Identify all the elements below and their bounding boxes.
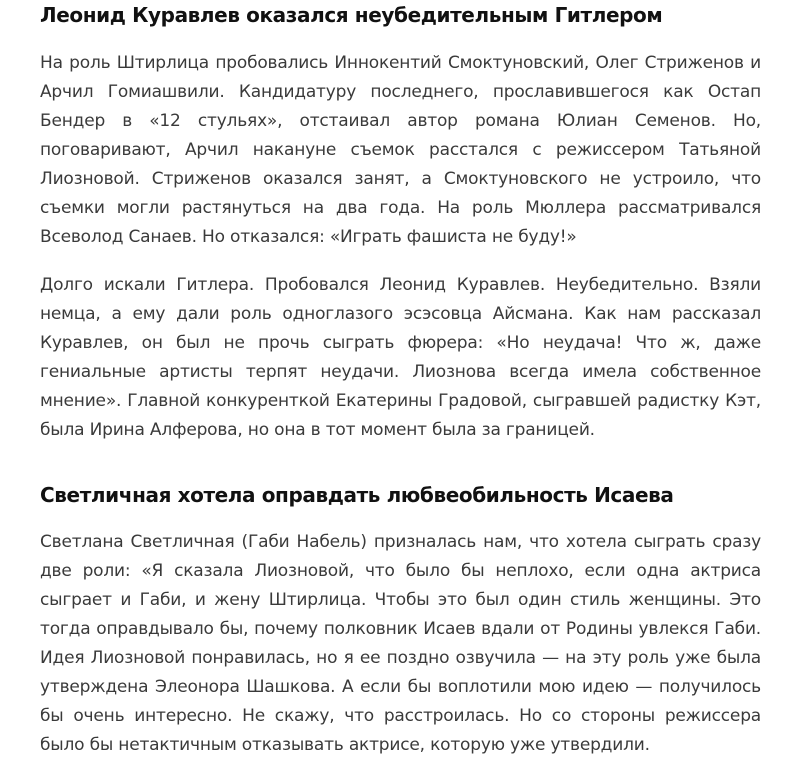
article-body (40, 0, 761, 760)
paragraph-casting-hitler: Долго искали Гитлера. Пробовался Леонид Куравлев. Неубедительно. Взяли немца, а ему дали роль одноглазого эсэсовца Айсмана. Как нам рассказал Куравлев, он был не прочь сыграть фюрера: «Но неудача! Что ж, даже гениальные артисты терпят неудачи. Лиознова всегда имела собственное мнение». Главной конкуренткой Екатерины Градовой, сыгравшей радистку Кэт, была Ирина Алферова, но она в тот момент была за границей. (40, 275, 761, 440)
section-heading-kuravlev: Леонид Куравлев оказался неубедительным Гитлером (40, 3, 663, 27)
section-heading-svetlichnaya: Светличная хотела оправдать любвеобильность Исаева (40, 483, 674, 507)
paragraph-svetlichnaya-quote: Светлана Светличная (Габи Набель) призналась нам, что хотела сыграть сразу две роли: «Я сказала Лиозновой, что было бы неплохо, если одна актриса сыграет и Габи, и жену Штирлица. Чтобы это был один стиль женщины. Это тогда оправдывало бы, почему полковник Исаев вдали от Родины увлекся Габи. Идея Лиозновой понравилась, но я ее поздно озвучила — на эту роль уже была утверждена Элеонора Шашкова. А если бы воплотили мою идею — получилось бы очень интересно. Не скажу, что расстроилась. Но со стороны режиссера было бы нетактичным отказывать актрисе, которую уже утвердили. (40, 532, 761, 755)
paragraph-casting-shtirlitz: На роль Штирлица пробовались Иннокентий Смоктуновский, Олег Стриженов и Арчил Гомиашвили. Кандидатуру последнего, прославившегося как Остап Бендер в «12 стульях», отстаивал автор романа Юлиан Семенов. Но, поговаривают, Арчил накануне съемок расстался с режиссером Татьяной Лиозновой. Стриженов оказался занят, а Смоктуновского не устроило, что съемки могли растянуться на два года. На роль Мюллера рассматривался Всеволод Санаев. Но отказался: «Играть фашиста не буду!» (40, 53, 761, 247)
